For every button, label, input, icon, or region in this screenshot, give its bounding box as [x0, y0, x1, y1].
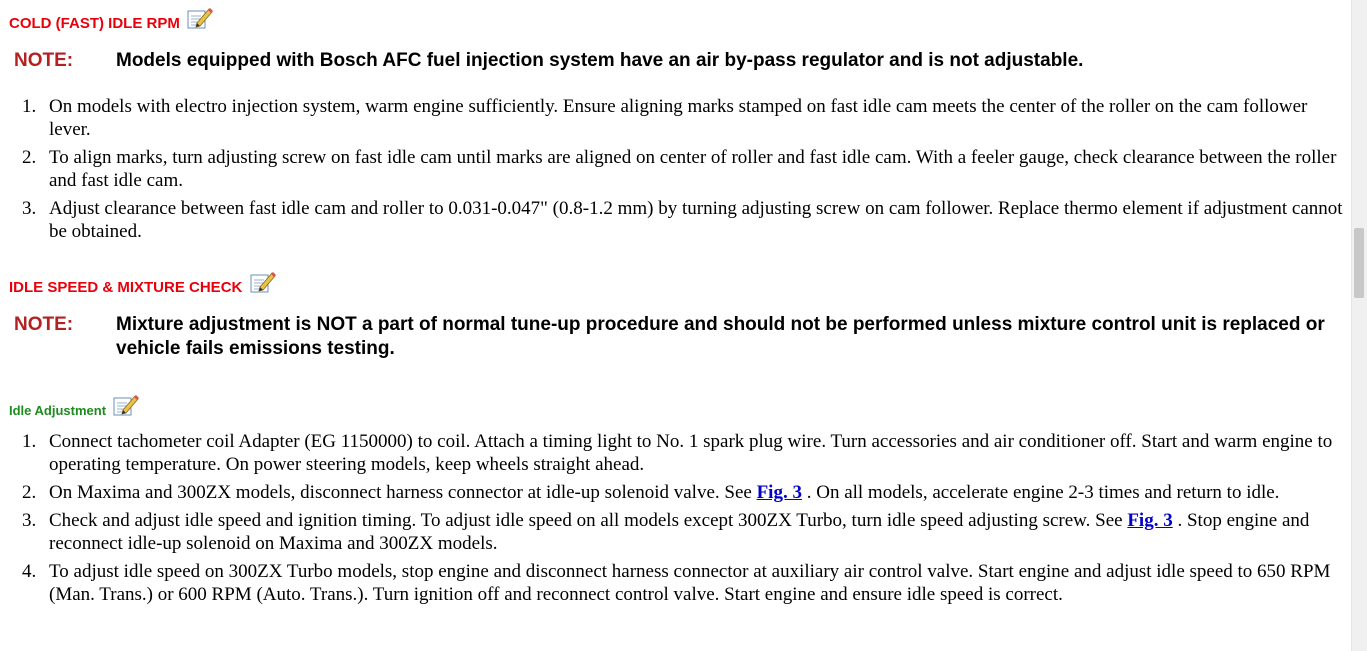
step-text-before: On Maxima and 300ZX models, disconnect harness connector at idle-up solenoid valve. See — [49, 482, 757, 503]
step-number: 1. — [22, 431, 37, 452]
step-text: On models with electro injection system, warm engine sufficiently. Ensure aligning marks stamped on fast idle cam meets the center of the roller on the cam follower lever. — [49, 96, 1308, 140]
list-item — [0, 95, 1350, 141]
cold-idle-heading-text: COLD (FAST) IDLE RPM — [9, 15, 180, 32]
idle-mixture-heading-text: IDLE SPEED & MIXTURE CHECK — [9, 279, 243, 296]
idle-adjustment-heading — [9, 393, 139, 418]
cold-idle-steps — [0, 95, 1350, 248]
idle-mixture-heading — [9, 270, 276, 296]
list-item — [0, 430, 1350, 476]
cold-idle-heading — [9, 6, 213, 32]
list-item — [0, 481, 1350, 504]
note-text: Models equipped with Bosch AFC fuel injection system have an air by-pass regulator and is not adjustable. — [116, 50, 1084, 71]
step-text-before: Check and adjust idle speed and ignition timing. To adjust idle speed on all models except 300ZX Turbo, turn idle speed adjusting screw. See — [49, 510, 1128, 531]
step-number: 3. — [22, 510, 37, 531]
note-label: NOTE: — [14, 50, 74, 71]
step-text: Adjust clearance between fast idle cam and roller to 0.031-0.047" (0.8-1.2 mm) by turning adjusting screw on cam follower. Replace thermo element if adjustment cannot be obtained. — [49, 198, 1343, 242]
step-text: To align marks, turn adjusting screw on fast idle cam until marks are aligned on center of roller and fast idle cam. With a feeler gauge, check clearance between the roller and fast idle cam. — [49, 147, 1337, 191]
note-label: NOTE: — [14, 314, 74, 335]
step-number: 2. — [22, 147, 37, 168]
fig-3-link[interactable]: Fig. 3 — [756, 482, 802, 503]
step-number: 4. — [22, 561, 37, 582]
vertical-scrollbar[interactable] — [1351, 0, 1367, 651]
step-text-after: . Stop engine and reconnect idle-up solenoid on Maxima and 300ZX models. — [49, 510, 1310, 554]
step-number: 3. — [22, 198, 37, 219]
list-item — [0, 197, 1350, 243]
step-number: 2. — [22, 482, 37, 503]
step-number: 1. — [22, 96, 37, 117]
scrollbar-thumb[interactable] — [1354, 228, 1364, 298]
list-item — [0, 146, 1350, 192]
idle-adjustment-heading-text: Idle Adjustment — [9, 403, 107, 418]
note-text: Mixture adjustment is NOT a part of normal tune-up procedure and should not be performed unless mixture control unit is replaced or vehicle fails emissions testing. — [116, 314, 1325, 359]
step-text-after: . On all models, accelerate engine 2-3 times and return to idle. — [801, 482, 1280, 503]
list-item — [0, 560, 1350, 606]
step-text: To adjust idle speed on 300ZX Turbo models, stop engine and disconnect harness connector at auxiliary air control valve. Start engine and adjust idle speed to 650 RPM (Man. Trans.) or 600 RPM (Auto. Trans.). Turn ignition off and reconnect control valve. Start engine and ensure idle speed is correct. — [49, 561, 1331, 605]
list-item — [0, 509, 1350, 555]
idle-adjustment-steps — [0, 430, 1350, 611]
step-text: Connect tachometer coil Adapter (EG 1150000) to coil. Attach a timing light to No. 1 spark plug wire. Turn accessories and air conditioner off. Start and warm engine to operating temperature. On power steering models, keep wheels straight ahead. — [49, 431, 1333, 475]
fig-3-link[interactable]: Fig. 3 — [1127, 510, 1173, 531]
edit-note-icon[interactable] — [187, 6, 213, 30]
edit-note-icon[interactable] — [250, 270, 276, 294]
edit-note-icon[interactable] — [113, 393, 139, 417]
